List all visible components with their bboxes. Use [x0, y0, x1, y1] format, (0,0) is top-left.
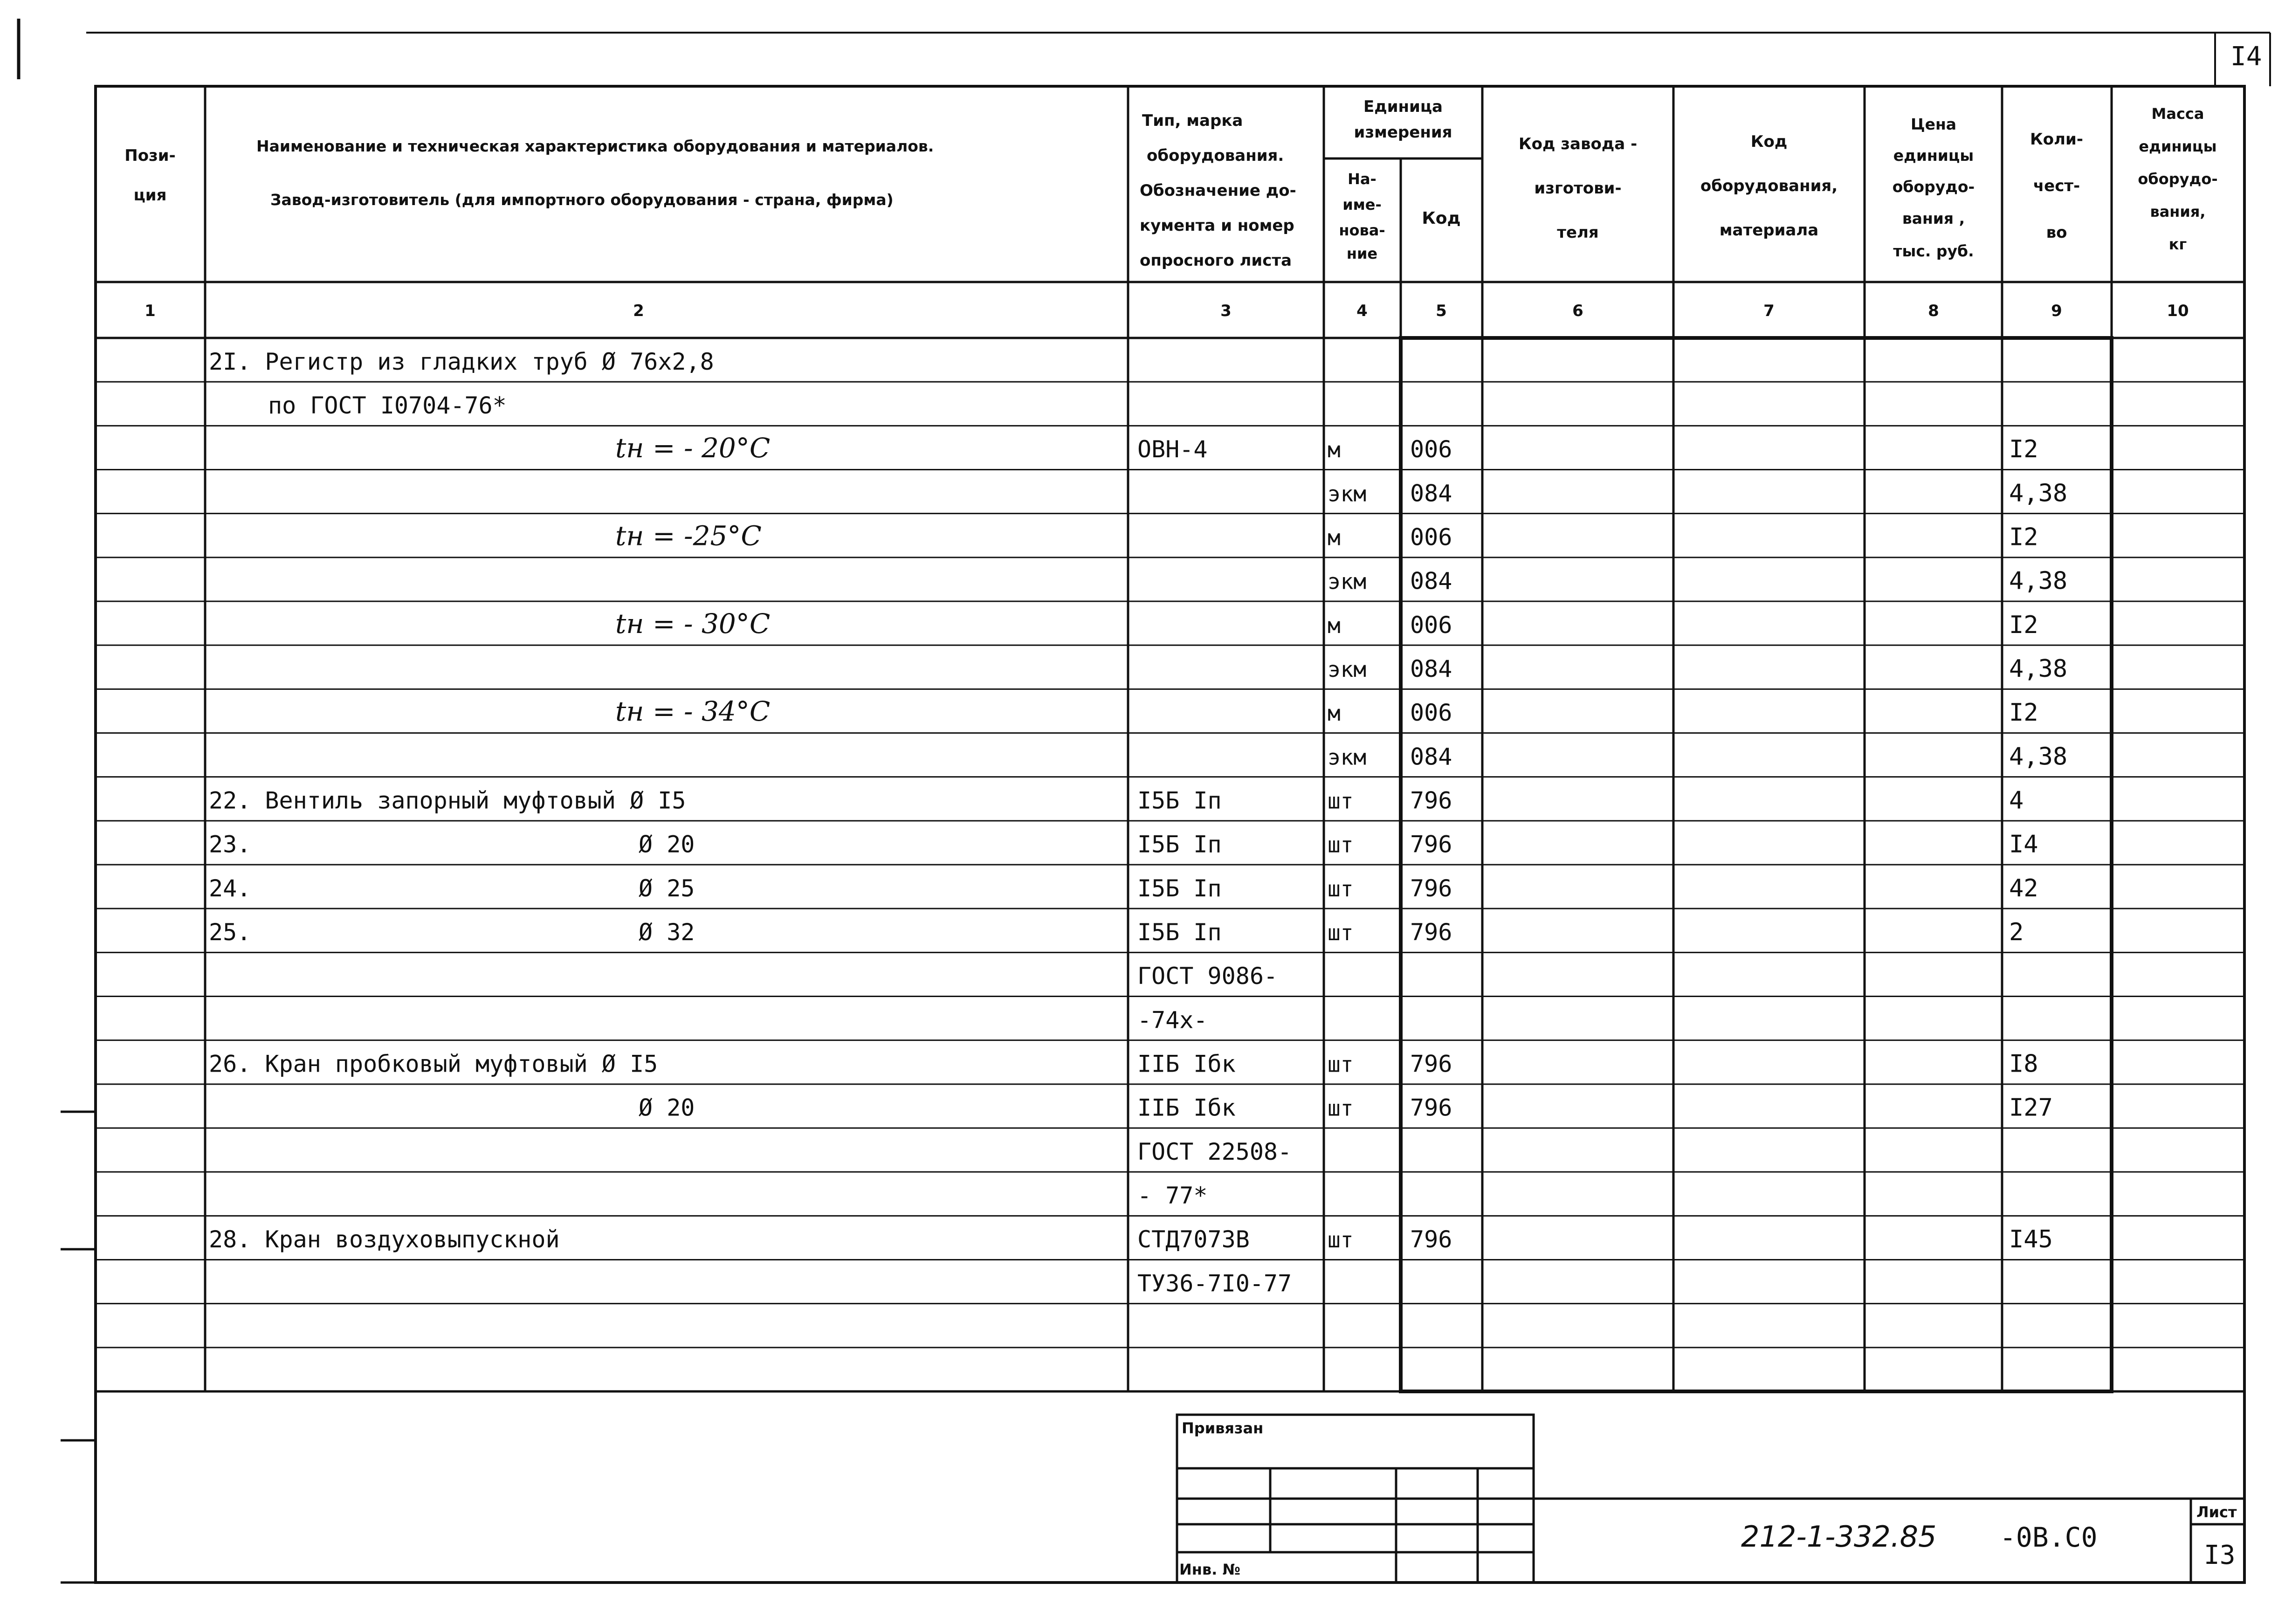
header-col9-line1: Коли- — [2030, 130, 2083, 149]
column-number: 4 — [1356, 302, 1368, 320]
header-col9-line3: во — [2046, 223, 2067, 242]
item-diameter: Ø 20 — [639, 831, 695, 858]
header-col5: Код — [1422, 209, 1461, 228]
item-unit-code: 796 — [1410, 874, 1452, 902]
item-unit: м — [1328, 525, 1341, 551]
header-text — [124, 97, 2217, 270]
item-quantity: 42 — [2009, 874, 2038, 902]
item-quantity: 4,38 — [2009, 567, 2068, 595]
item-quantity: 4,38 — [2009, 479, 2068, 508]
column-number: 9 — [2051, 302, 2062, 320]
item-diameter: Ø 32 — [639, 918, 695, 946]
header-col10-line3: оборудо- — [2138, 170, 2218, 188]
stamp-title: Привязан — [1182, 1419, 1264, 1437]
item-quantity: I8 — [2009, 1050, 2038, 1078]
item-unit-code: 796 — [1410, 1226, 1452, 1253]
header-col4-line1: На- — [1348, 170, 1377, 188]
header-col4-line3: нова- — [1339, 221, 1385, 239]
item-type: IIБ Iбк — [1137, 1050, 1236, 1078]
item-unit-code: 006 — [1410, 699, 1452, 727]
item-unit: экм — [1328, 481, 1367, 507]
item-unit: шт — [1328, 1095, 1354, 1121]
header-col6-line3: теля — [1557, 223, 1599, 242]
header-col8-line3: оборудо- — [1892, 178, 1975, 196]
header-col2-line2: Завод-изготовитель (для импортного оборудования - страна, фирма) — [270, 191, 894, 209]
header-col8-line5: тыс. руб. — [1893, 242, 1974, 260]
item-unit-code: 084 — [1410, 567, 1452, 595]
item-quantity: I27 — [2009, 1094, 2053, 1122]
stamp-inventory-number: Инв. № — [1179, 1561, 1240, 1578]
item-unit: м — [1328, 612, 1341, 638]
header-unit-group-line2: измерения — [1354, 123, 1452, 142]
header-col1-line1: Пози- — [124, 146, 176, 165]
item-name: по ГОСТ I0704-76* — [268, 392, 507, 419]
item-quantity: I2 — [2009, 435, 2038, 464]
item-name: tн = - 20°С — [615, 432, 771, 464]
item-unit-code: 006 — [1410, 523, 1452, 551]
item-name: 26. Кран пробковый муфтовый Ø I5 — [209, 1050, 658, 1078]
title-block — [1177, 1415, 2244, 1583]
header-col9-line2: чест- — [2033, 177, 2080, 195]
item-quantity: I4 — [2009, 830, 2038, 859]
page-number: I4 — [2230, 41, 2262, 72]
item-type: СТД7073В — [1137, 1226, 1250, 1253]
item-unit-code: 796 — [1410, 918, 1452, 946]
item-type: I5Б Iп — [1137, 831, 1222, 858]
item-unit: м — [1328, 437, 1341, 463]
item-type: - 77* — [1137, 1182, 1208, 1209]
item-unit: экм — [1328, 569, 1367, 594]
header-col7-line3: материала — [1719, 221, 1819, 240]
item-type: ГОСТ 9086- — [1137, 963, 1278, 990]
item-unit-code: 796 — [1410, 1050, 1452, 1078]
item-type: IIБ Iбк — [1137, 1094, 1236, 1122]
column-number: 10 — [2167, 302, 2189, 320]
header-col10-line2: единицы — [2139, 138, 2217, 155]
item-unit: м — [1328, 701, 1341, 726]
header-col10-line5: кг — [2168, 235, 2187, 253]
item-type: I5Б Iп — [1137, 787, 1222, 814]
item-unit: экм — [1328, 744, 1367, 770]
item-unit-code: 084 — [1410, 655, 1452, 682]
header-col8-line4: вания , — [1902, 209, 1965, 227]
item-quantity: 4,38 — [2009, 654, 2068, 683]
item-type: ТУ36-7I0-77 — [1137, 1270, 1292, 1297]
header-col3-line5: опросного листа — [1140, 251, 1292, 270]
header-col10-line1: Масса — [2151, 105, 2204, 123]
item-quantity: 4,38 — [2009, 743, 2068, 771]
item-unit-code: 796 — [1410, 831, 1452, 858]
item-type: ГОСТ 22508- — [1137, 1138, 1292, 1165]
item-name: 25. — [209, 918, 251, 946]
header-col3-line1: Тип, марка — [1142, 111, 1243, 130]
header-col4-line2: име- — [1342, 196, 1382, 213]
item-unit-code: 084 — [1410, 743, 1452, 771]
item-name: tн = - 34°С — [615, 695, 771, 728]
column-number: 6 — [1572, 302, 1583, 320]
item-quantity: I2 — [2009, 699, 2038, 727]
item-unit: шт — [1328, 832, 1354, 858]
item-unit: шт — [1328, 788, 1354, 814]
item-quantity: I45 — [2009, 1225, 2053, 1254]
item-name: 28. Кран воздуховыпускной — [209, 1226, 560, 1253]
item-diameter: Ø 25 — [639, 874, 695, 902]
item-unit: шт — [1328, 1227, 1354, 1253]
item-name: 22. Вентиль запорный муфтовый Ø I5 — [209, 787, 686, 814]
item-unit: экм — [1328, 656, 1367, 682]
item-type: ОВН-4 — [1137, 436, 1208, 463]
item-name: tн = -25°С — [615, 520, 762, 552]
header-col3-line4: кумента и номер — [1140, 216, 1294, 235]
document-suffix: -0B.C0 — [2000, 1521, 2098, 1553]
header-col6-line1: Код завода - — [1518, 135, 1638, 153]
header-col10-line4: вания, — [2150, 203, 2206, 220]
column-numbers — [145, 302, 2189, 320]
item-type: I5Б Iп — [1137, 874, 1222, 902]
header-col8-line1: Цена — [1910, 115, 1957, 133]
column-number: 7 — [1763, 302, 1775, 320]
item-name: 2I. Регистр из гладких труб Ø 76х2,8 — [209, 348, 714, 375]
header-col1-line2: ция — [133, 186, 167, 205]
item-unit: шт — [1328, 876, 1354, 901]
item-unit-code: 006 — [1410, 611, 1452, 639]
header-col6-line2: изготови- — [1534, 179, 1622, 198]
item-quantity: I2 — [2009, 611, 2038, 639]
item-diameter: Ø 20 — [639, 1094, 695, 1122]
item-type: I5Б Iп — [1137, 918, 1222, 946]
column-number: 8 — [1928, 302, 1939, 320]
item-quantity: 2 — [2009, 918, 2024, 946]
item-unit-code: 084 — [1410, 480, 1452, 507]
header-col2-line1: Наименование и техническая характеристика оборудования и материалов. — [256, 137, 934, 155]
column-number: 2 — [633, 302, 644, 320]
header-col7-line2: оборудования, — [1700, 177, 1838, 195]
column-number: 3 — [1220, 302, 1232, 320]
table-body — [96, 348, 2244, 1348]
header-col8-line2: единицы — [1893, 146, 1974, 165]
item-name: 24. — [209, 874, 251, 902]
item-unit: шт — [1328, 920, 1354, 945]
header-col3-line3: Обозначение до- — [1140, 181, 1296, 200]
item-unit-code: 796 — [1410, 1094, 1452, 1122]
list-label: Лист — [2196, 1503, 2237, 1521]
item-name: 23. — [209, 831, 251, 858]
item-type: -74х- — [1137, 1006, 1208, 1034]
column-number: 5 — [1436, 302, 1447, 320]
item-unit-code: 006 — [1410, 436, 1452, 463]
document-code: 212-1-332.85 — [1741, 1520, 1937, 1554]
item-quantity: I2 — [2009, 523, 2038, 551]
header-col4-line4: ние — [1346, 245, 1378, 262]
column-number: 1 — [145, 302, 156, 320]
header-col7-line1: Код — [1750, 132, 1788, 151]
header-col3-line2: оборудования. — [1147, 146, 1284, 165]
item-unit: шт — [1328, 1052, 1354, 1077]
item-quantity: 4 — [2009, 786, 2024, 815]
item-unit-code: 796 — [1410, 787, 1452, 814]
header-unit-group-line1: Единица — [1363, 97, 1443, 116]
list-number: I3 — [2204, 1540, 2236, 1570]
item-name: tн = - 30°С — [615, 607, 771, 640]
